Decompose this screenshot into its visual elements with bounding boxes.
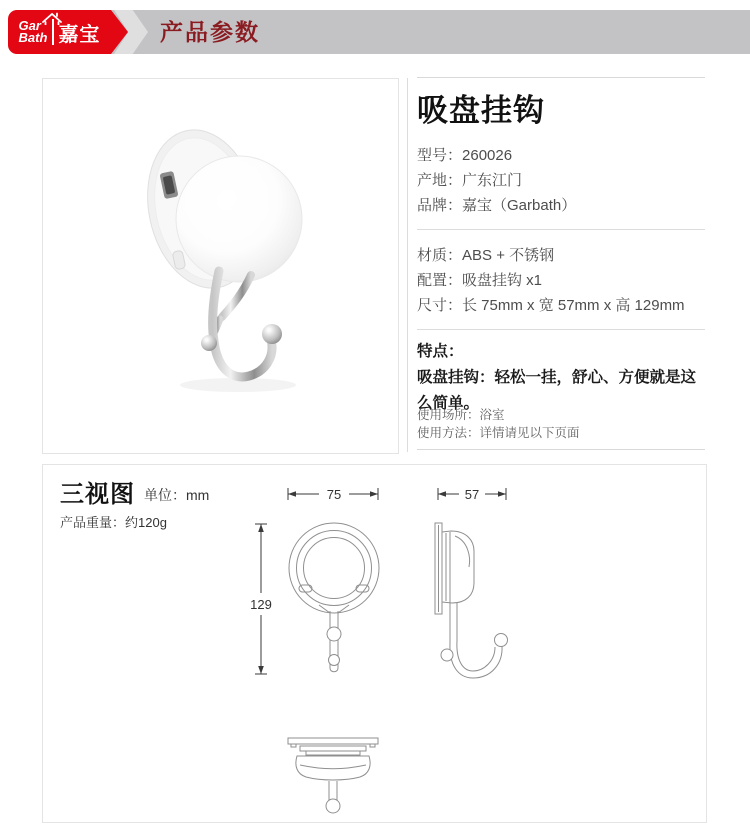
spec-value: 嘉宝（Garbath）: [462, 197, 577, 214]
front-view-drawing: [289, 523, 379, 672]
brand-logo: [8, 10, 111, 54]
weight-label: 产品重量：约120g: [60, 515, 167, 530]
spec-value: 广东江门: [462, 172, 523, 189]
spec-label: 型号：: [417, 147, 463, 164]
suction-hook-photo-illustration: [43, 79, 398, 453]
unit-label: 单位：mm: [144, 487, 210, 503]
spec-group-material: [417, 243, 705, 330]
usage-value: 详情请见以下页面: [479, 426, 580, 440]
usage-row-place: [417, 406, 580, 424]
product-details-panel: [417, 77, 705, 450]
usage-row-method: [417, 424, 580, 442]
spec-value: 260026: [462, 147, 513, 164]
section-title: 产品参数: [160, 19, 260, 45]
spec-label: 品牌：: [417, 197, 463, 214]
usage-block: [417, 406, 580, 442]
vertical-divider: [407, 78, 408, 452]
three-view-section: [42, 464, 707, 823]
product-photo: [42, 78, 399, 454]
spec-row-brand: [417, 193, 705, 218]
usage-label: 使用方法：: [417, 426, 480, 440]
spec-group-basic: [417, 143, 705, 230]
spec-row-contents: [417, 268, 705, 293]
features-heading: 特点：: [417, 343, 464, 360]
three-view-title: 三视图: [60, 481, 135, 508]
spec-label: 尺寸：: [417, 297, 463, 314]
usage-label: 使用场所：: [417, 408, 480, 422]
dim-height-label: 129: [250, 597, 272, 612]
top-view-drawing: [288, 738, 378, 813]
spec-row-size: [417, 293, 705, 318]
spec-label: 配置：: [417, 272, 463, 289]
logo-arrow-shape: [111, 10, 128, 54]
dim-depth-label: 57: [464, 487, 480, 502]
brand-logo-line1: Gar: [18, 18, 41, 33]
brand-logo-line2: Bath: [18, 30, 48, 45]
dim-width-label: 75: [326, 487, 342, 502]
brand-logo-chinese: 嘉宝: [58, 23, 101, 46]
spec-label: 产地：: [417, 172, 463, 189]
usage-value: 浴室: [479, 408, 505, 422]
three-view-header: [60, 474, 209, 531]
spec-row-model: [417, 143, 705, 168]
features-text: 吸盘挂钩：轻松一挂，舒心、方便就是这么简单。: [417, 369, 697, 412]
brand-logo-latin: [19, 20, 48, 44]
spec-row-material: [417, 243, 705, 268]
side-view-drawing: [435, 523, 508, 678]
spec-row-origin: [417, 168, 705, 193]
spec-value: 吸盘挂钩 x1: [462, 272, 543, 289]
product-title: 吸盘挂钩: [417, 93, 545, 128]
spec-value: 长 75mm x 宽 57mm x 高 129mm: [462, 297, 685, 314]
house-icon: [41, 12, 63, 27]
spec-label: 材质：: [417, 247, 463, 264]
spec-value: ABS + 不锈钢: [462, 247, 555, 264]
